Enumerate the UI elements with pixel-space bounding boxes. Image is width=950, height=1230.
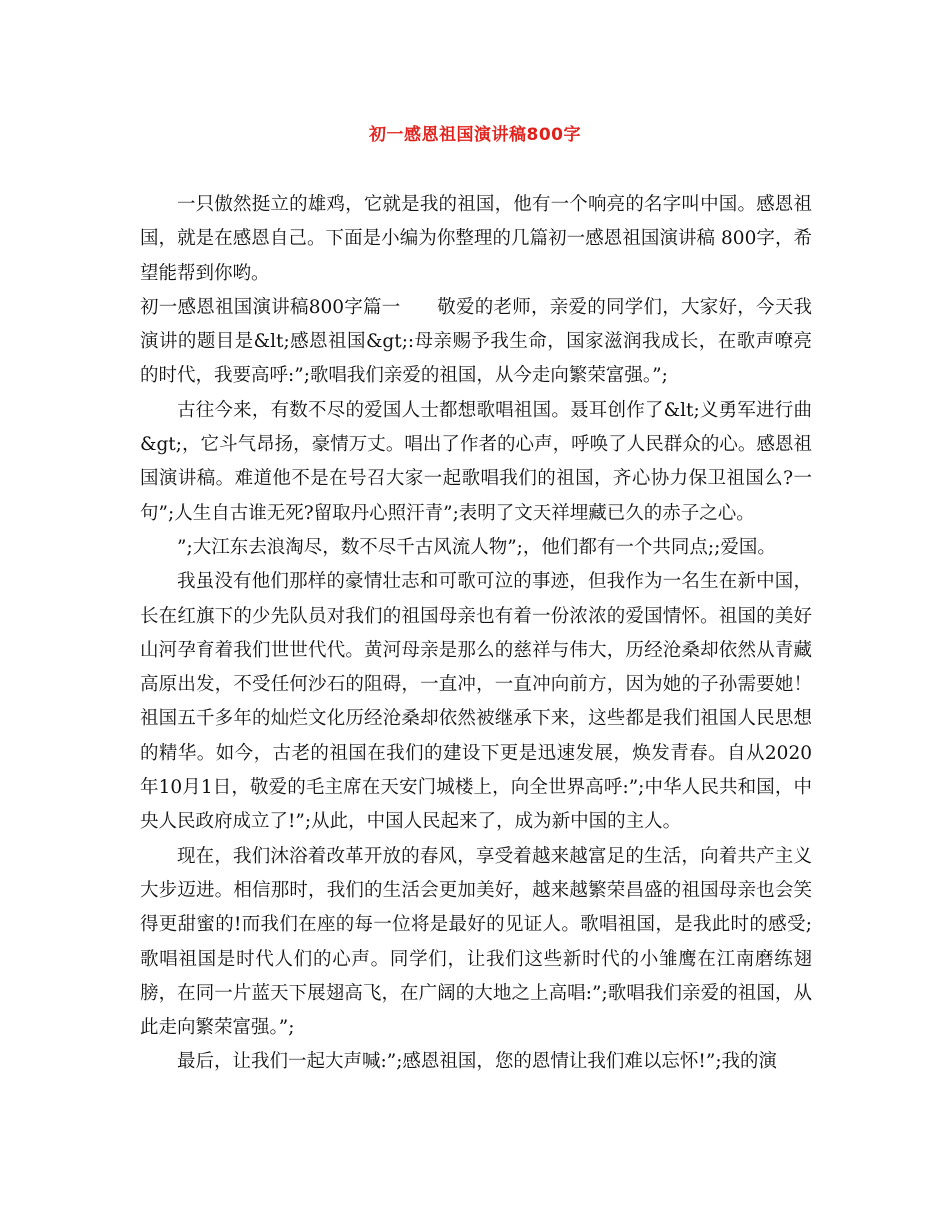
body-paragraph: 最后，让我们一起大声喊:”;感恩祖国，您的恩情让我们难以忘怀!”;我的演 xyxy=(177,1051,778,1073)
body-paragraph: 古往今来，有数不尽的爱国人士都想歌唱祖国。聂耳创作了&lt;义勇军进行曲&gt;，它斗气昂扬，豪情万丈。唱出了作者的心声，呼唤了人民群众的心。感恩祖国演讲稿。难道他不是在号召大家一起歌唱我们的祖国，齐心协力保卫祖国么?一句”;人生自古谁无死?留取丹心照汗青”;表明了文天祥埋藏已久的赤子之心。 xyxy=(140,399,812,524)
section-heading: 初一感恩祖国演讲稿800字篇一 xyxy=(140,296,401,318)
body-paragraph: 现在，我们沐浴着改革开放的春风，享受着越来越富足的生活，向着共产主义大步迈进。相信那时，我们的生活会更加美好，越来越繁荣昌盛的祖国母亲也会笑得更甜蜜的!而我们在座的每一位将是最好的见证人。歌唱祖国，是我此时的感受;歌唱祖国是时代人们的心声。同学们，让我们这些新时代的小雏鹰在江南磨练翅膀，在同一片蓝天下展翅高飞，在广阔的大地之上高唱:”;歌唱我们亲爱的祖国，从此走向繁荣富强。”; xyxy=(140,845,812,1039)
section-first-paragraph xyxy=(140,291,812,394)
document-title: 初一感恩祖国演讲稿800字 xyxy=(369,125,581,145)
section-first-text: 敬爱的老师，亲爱的同学们，大家好，今天我演讲的题目是&lt;感恩祖国&gt;:母亲赐予我生命，国家滋润我成长，在歌声嘹亮的时代，我要高呼:”;歌唱我们亲爱的祖国，从今走向繁荣富强。”; xyxy=(140,296,812,387)
document-body xyxy=(140,188,812,1080)
intro-paragraph: 一只傲然挺立的雄鸡，它就是我的祖国，他有一个响亮的名字叫中国。感恩祖国，就是在感恩自己。下面是小编为你整理的几篇初一感恩祖国演讲稿 800字，希望能帮到你哟。 xyxy=(140,194,812,284)
body-paragraph: ”;大江东去浪淘尽，数不尽千古风流人物”;，他们都有一个共同点;;爱国。 xyxy=(177,536,776,558)
body-paragraph: 我虽没有他们那样的豪情壮志和可歌可泣的事迹，但我作为一名生在新中国，长在红旗下的少先队员对我们的祖国母亲也有着一份浓浓的爱国情怀。祖国的美好山河孕育着我们世世代代。黄河母亲是那么的慈祥与伟大，历经沧桑却依然从青藏高原出发，不受任何沙石的阻碍，一直冲，一直冲向前方，因为她的子孙需要她！祖国五千多年的灿烂文化历经沧桑却依然被继承下来，这些都是我们祖国人民思想的精华。如今，古老的祖国在我们的建设下更是迅速发展，焕发青春。自从2020年10月1日，敬爱的毛主席在天安门城楼上，向全世界高呼:”;中华人民共和国，中央人民政府成立了!”;从此，中国人民起来了，成为新中国的主人。 xyxy=(140,571,812,833)
